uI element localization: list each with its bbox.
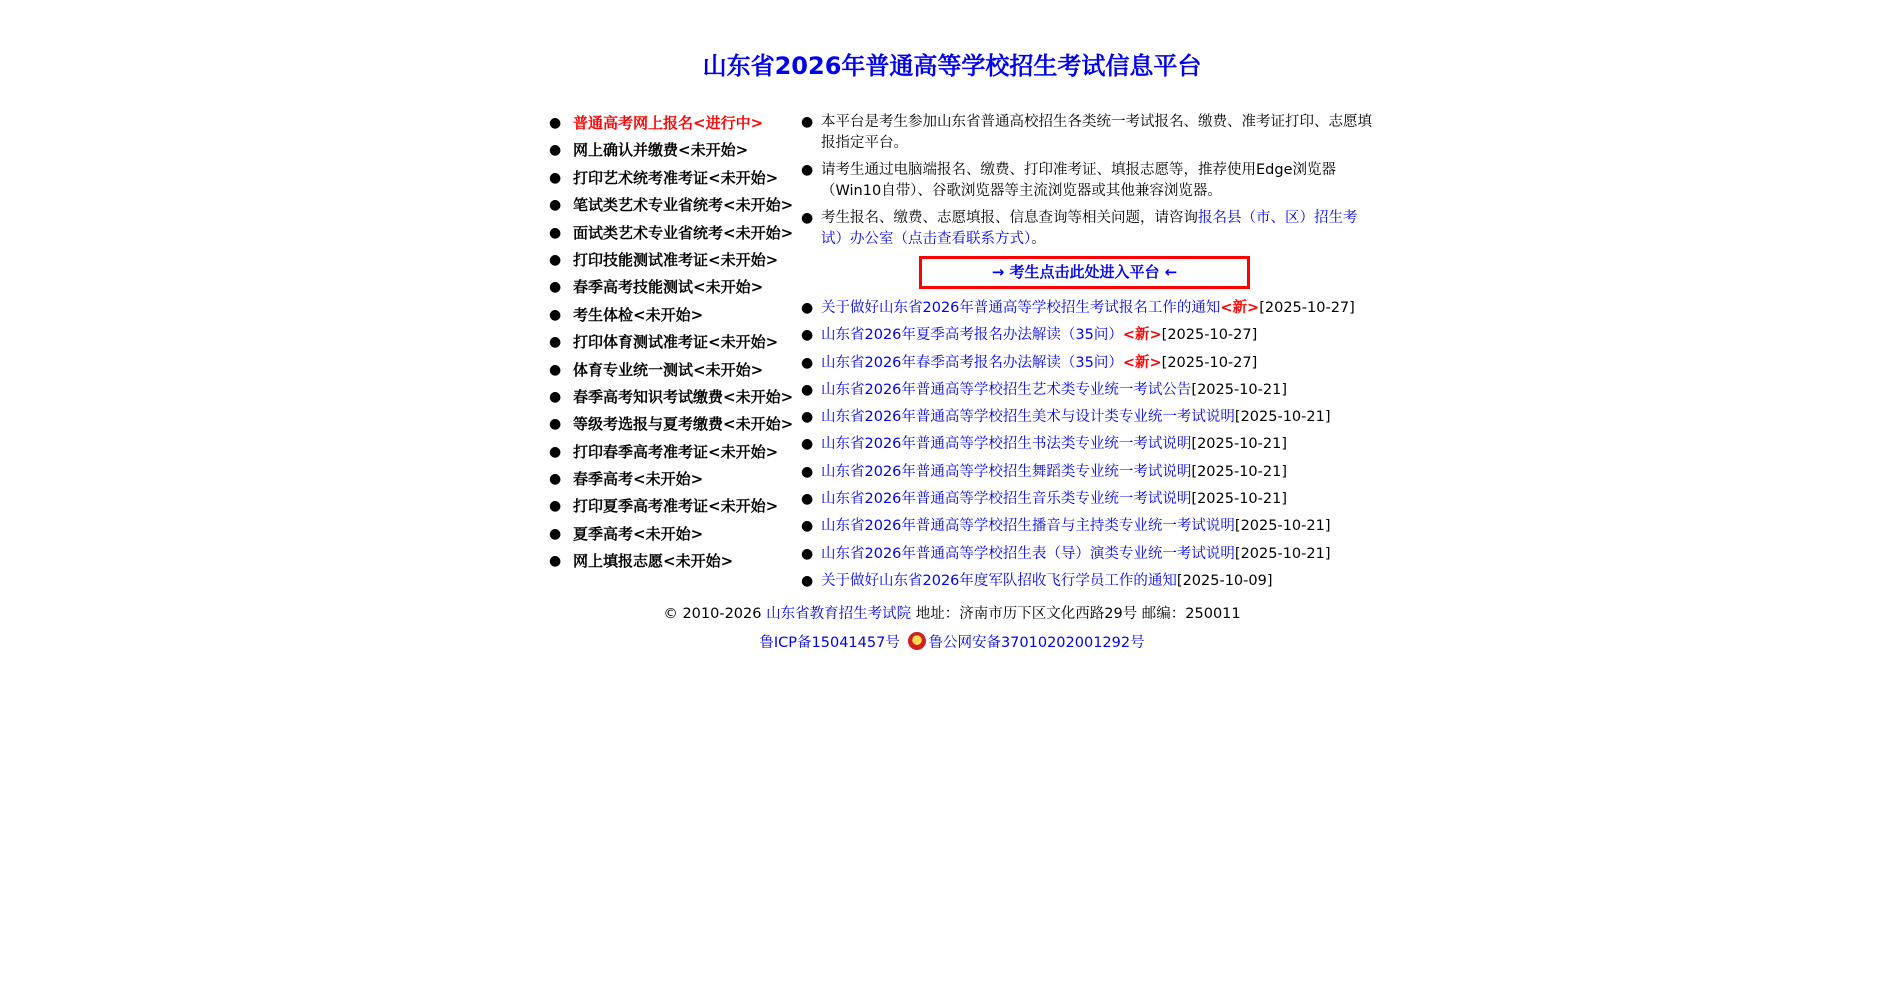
- news-link[interactable]: 山东省2026年春季高考报名办法解读（35问）: [821, 354, 1123, 371]
- left-menu-item[interactable]: [545, 249, 795, 276]
- bullet-icon: ●: [549, 498, 562, 515]
- news-item: [797, 488, 1372, 515]
- left-menu-label: 网上确认并缴费<未开始>: [573, 141, 749, 160]
- bullet-icon: ●: [801, 210, 814, 226]
- news-link[interactable]: 山东省2026年普通高等学校招生美术与设计类专业统一考试说明: [821, 409, 1235, 426]
- page-title: 山东省2026年普通高等学校招生考试信息平台: [702, 52, 1202, 80]
- police-record-link[interactable]: 鲁公网安备37010202001292号: [928, 635, 1145, 651]
- news-date: [2025-10-27]: [1259, 300, 1355, 316]
- news-item: [797, 324, 1372, 351]
- left-menu-label: 打印春季高考准考证<未开始>: [573, 442, 779, 461]
- bullet-icon: ●: [549, 224, 562, 241]
- new-badge: <新>: [1220, 300, 1260, 316]
- footer-record-line: [0, 632, 1904, 654]
- news-link[interactable]: 关于做好山东省2026年度军队招收飞行学员工作的通知: [821, 572, 1177, 589]
- left-menu-item[interactable]: [545, 523, 795, 550]
- news-item: [797, 515, 1372, 542]
- left-menu-item[interactable]: [545, 139, 795, 166]
- left-menu-label: 面试类艺术专业省统考<未开始>: [573, 223, 794, 242]
- bullet-icon: ●: [549, 115, 562, 131]
- bullet-icon: ●: [801, 327, 814, 344]
- news-items: [797, 297, 1372, 597]
- news-date: [2025-10-27]: [1161, 354, 1258, 371]
- bullet-icon: ●: [549, 525, 562, 542]
- org-link[interactable]: 山东省教育招生考试院: [766, 606, 912, 622]
- left-menu-list: [545, 112, 795, 578]
- news-date: [2025-10-09]: [1176, 572, 1273, 589]
- left-menu-label: 体育专业统一测试<未开始>: [573, 360, 764, 379]
- bullet-icon: ●: [801, 114, 814, 130]
- news-link[interactable]: 山东省2026年普通高等学校招生播音与主持类专业统一考试说明: [821, 518, 1235, 535]
- bullet-icon: ●: [549, 142, 562, 159]
- left-menu-label: 普通高考网上报名<进行中>: [573, 114, 764, 132]
- bullet-icon: ●: [801, 436, 814, 453]
- icp-link[interactable]: 鲁ICP备15041457号: [759, 635, 900, 651]
- news-date: [2025-10-21]: [1234, 518, 1331, 535]
- bullet-icon: ●: [801, 300, 814, 316]
- news-date: [2025-10-21]: [1191, 436, 1287, 453]
- bullet-icon: ●: [801, 463, 814, 480]
- news-link[interactable]: 山东省2026年普通高等学校招生表（导）演类专业统一考试说明: [821, 545, 1235, 562]
- bullet-icon: ●: [801, 162, 814, 178]
- address-text: 地址：济南市历下区文化西路29号 邮编：250011: [915, 606, 1241, 622]
- left-menu-item[interactable]: [545, 386, 795, 413]
- news-link[interactable]: 关于做好山东省2026年普通高等学校招生考试报名工作的通知: [821, 300, 1221, 316]
- left-menu: [545, 112, 795, 578]
- bullet-icon: ●: [549, 169, 562, 186]
- new-badge: <新>: [1122, 354, 1162, 371]
- left-menu-item[interactable]: [545, 112, 795, 139]
- news-link[interactable]: 山东省2026年普通高等学校招生艺术类专业统一考试公告: [821, 381, 1192, 398]
- left-menu-label: 夏季高考<未开始>: [573, 524, 704, 543]
- left-menu-label: 考生体检<未开始>: [573, 305, 704, 324]
- news-link[interactable]: 山东省2026年普通高等学校招生书法类专业统一考试说明: [821, 436, 1192, 453]
- news-item: [797, 379, 1372, 406]
- news-date: [2025-10-21]: [1191, 381, 1287, 398]
- left-menu-label: 春季高考知识考试缴费<未开始>: [573, 387, 794, 406]
- news-item: [797, 433, 1372, 460]
- notice-text: 考生报名、缴费、志愿填报、信息查询等相关问题，请咨询: [821, 210, 1198, 226]
- bullet-icon: ●: [801, 545, 814, 562]
- left-menu-item[interactable]: [545, 359, 795, 386]
- content-column: [797, 112, 1372, 597]
- news-date: [2025-10-21]: [1234, 545, 1331, 562]
- news-item: [797, 297, 1372, 324]
- bullet-icon: ●: [801, 354, 814, 371]
- left-menu-item[interactable]: [545, 194, 795, 221]
- left-menu-item[interactable]: [545, 304, 795, 331]
- left-menu-label: 春季高考技能测试<未开始>: [573, 278, 764, 297]
- notice-text: 本平台是考生参加山东省普通高校招生各类统一考试报名、缴费、准考证打印、志愿填报指定平台。: [821, 114, 1372, 151]
- bullet-icon: ●: [549, 251, 562, 268]
- bullet-icon: ●: [549, 416, 562, 433]
- news-date: [2025-10-21]: [1191, 491, 1287, 508]
- left-menu-label: 网上填报志愿<未开始>: [573, 552, 734, 571]
- bullet-icon: ●: [549, 361, 562, 378]
- notice-text: 请考生通过电脑端报名、缴费、打印准考证、填报志愿等，推荐使用Edge浏览器（Win10自带）、谷歌浏览器等主流浏览器或其他兼容浏览器。: [821, 162, 1336, 199]
- left-menu-label: 打印体育测试准考证<未开始>: [573, 333, 779, 352]
- notice-text-suffix: 。: [1031, 231, 1046, 247]
- bullet-icon: ●: [549, 471, 562, 488]
- enter-platform-button[interactable]: → 考生点击此处进入平台 ←: [919, 256, 1250, 289]
- left-menu-label: 等级考选报与夏考缴费<未开始>: [573, 415, 794, 434]
- police-badge-icon: [908, 632, 926, 650]
- left-menu-label: 笔试类艺术专业省统考<未开始>: [573, 196, 794, 215]
- bullet-icon: ●: [801, 518, 814, 535]
- left-menu-label: 春季高考<未开始>: [573, 470, 704, 489]
- news-item: [797, 461, 1372, 488]
- news-list: [797, 297, 1372, 597]
- news-item: [797, 352, 1372, 379]
- left-menu-item[interactable]: [545, 550, 795, 577]
- news-date: [2025-10-21]: [1191, 463, 1287, 480]
- copyright-text: © 2010-2026: [663, 606, 762, 622]
- news-link[interactable]: 山东省2026年夏季高考报名办法解读（35问）: [821, 327, 1123, 344]
- left-menu-item[interactable]: [545, 495, 795, 522]
- bullet-icon: ●: [549, 388, 562, 405]
- news-item: [797, 570, 1372, 597]
- news-date: [2025-10-27]: [1161, 327, 1258, 344]
- contact-office-link[interactable]: 报名县（市、区）招生考试）办公室（点击查看联系方式）: [821, 210, 1358, 247]
- bullet-icon: ●: [549, 279, 562, 296]
- left-menu-label: 打印夏季高考准考证<未开始>: [573, 497, 779, 516]
- news-item: [797, 406, 1372, 433]
- bullet-icon: ●: [549, 306, 562, 323]
- news-link[interactable]: 山东省2026年普通高等学校招生音乐类专业统一考试说明: [821, 491, 1192, 508]
- enter-wrap: [797, 256, 1372, 289]
- bullet-icon: ●: [801, 381, 814, 398]
- bullet-icon: ●: [549, 197, 562, 214]
- notice-browser: [797, 160, 1372, 202]
- news-date: [2025-10-21]: [1234, 409, 1331, 426]
- notice-contact: [797, 208, 1372, 250]
- left-menu-item[interactable]: [545, 413, 795, 440]
- bullet-icon: ●: [801, 409, 814, 426]
- left-menu-item[interactable]: [545, 167, 795, 194]
- left-menu-item[interactable]: [545, 222, 795, 249]
- left-menu-item[interactable]: [545, 468, 795, 495]
- footer-copyright-line: [0, 603, 1904, 625]
- bullet-icon: ●: [549, 443, 562, 460]
- left-menu-item[interactable]: [545, 331, 795, 358]
- left-menu-item[interactable]: [545, 441, 795, 468]
- new-badge: <新>: [1122, 327, 1162, 344]
- bullet-icon: ●: [549, 334, 562, 351]
- news-item: [797, 543, 1372, 570]
- left-menu-label: 打印技能测试准考证<未开始>: [573, 250, 779, 269]
- bullet-icon: ●: [801, 572, 814, 589]
- notice-platform: [797, 112, 1372, 154]
- bullet-icon: ●: [549, 553, 562, 570]
- left-menu-label: 打印艺术统考准考证<未开始>: [573, 168, 779, 187]
- left-menu-item[interactable]: [545, 276, 795, 303]
- news-link[interactable]: 山东省2026年普通高等学校招生舞蹈类专业统一考试说明: [821, 463, 1192, 480]
- bullet-icon: ●: [801, 491, 814, 508]
